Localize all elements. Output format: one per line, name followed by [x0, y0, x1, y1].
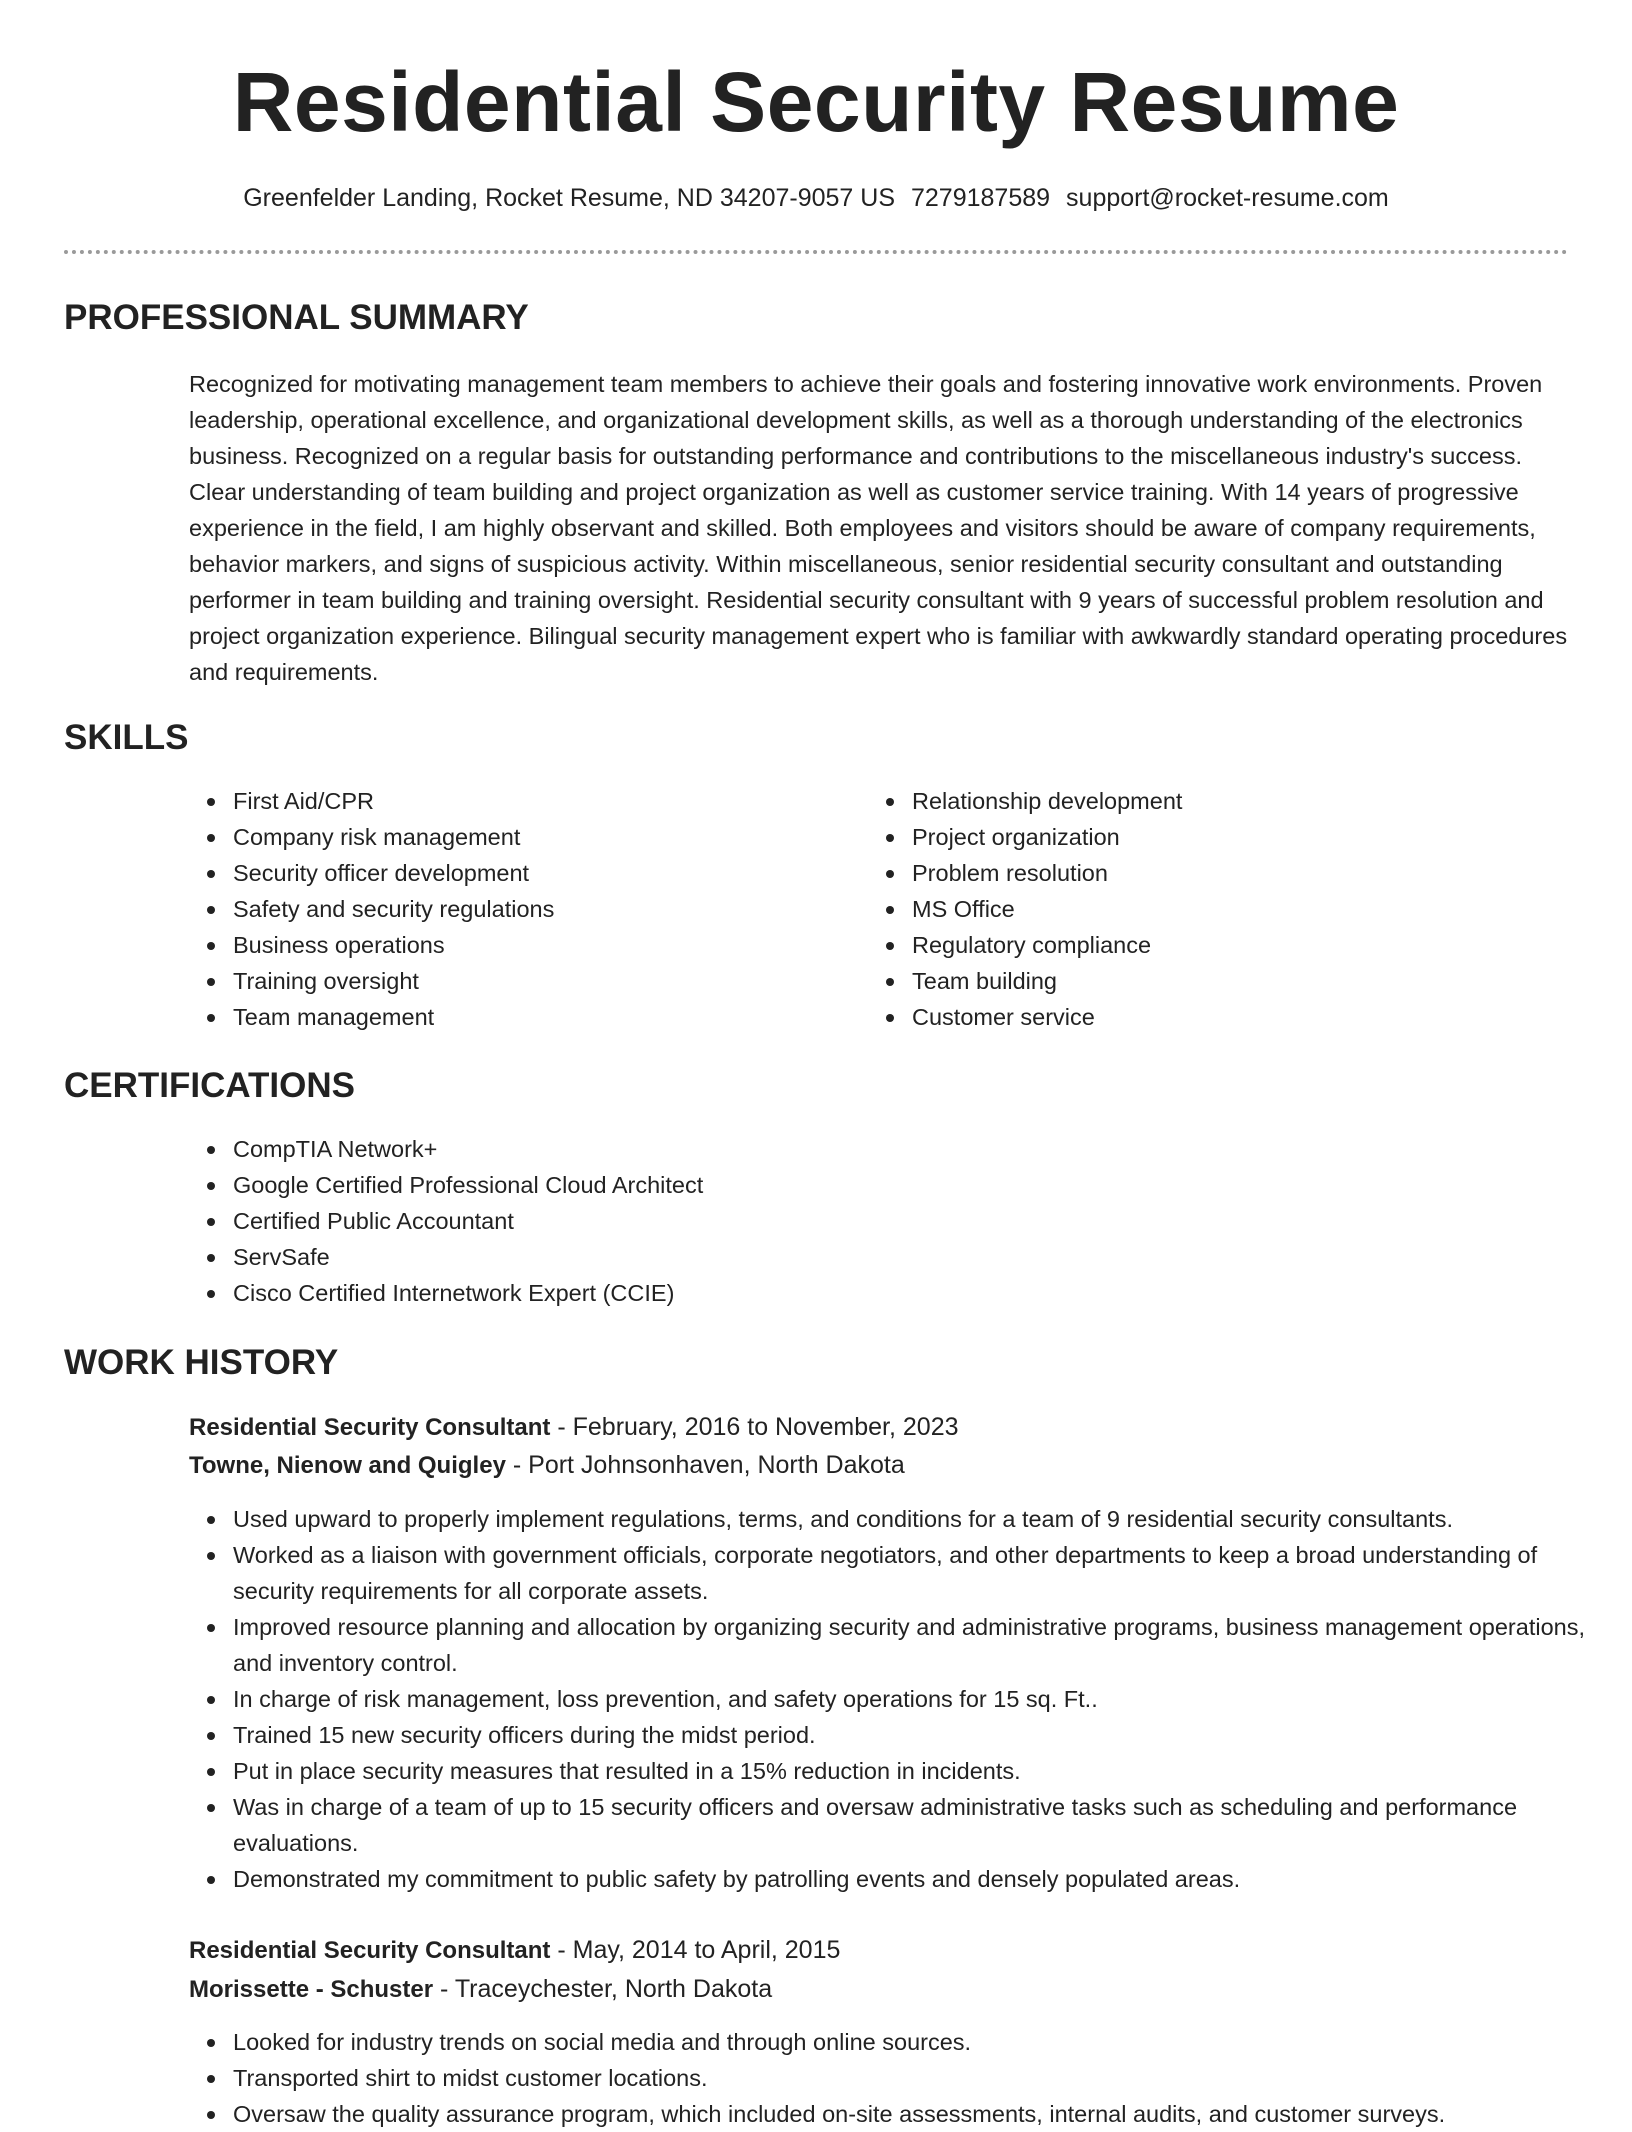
job-bullet: Demonstrated my commitment to public safety by patrolling events and densely populated areas.	[233, 1861, 1613, 1897]
skill-item: Company risk management	[233, 819, 853, 855]
job-bullet: Trained 15 new security officers during the midst period.	[233, 1717, 1613, 1753]
skill-item: Customer service	[912, 999, 1552, 1035]
job-bullet: In charge of risk management, loss prevention, and safety operations for 15 sq. Ft..	[233, 1681, 1613, 1717]
skill-item: First Aid/CPR	[233, 783, 853, 819]
skill-item: Problem resolution	[912, 855, 1552, 891]
header-divider	[64, 250, 1568, 254]
job-role: Residential Security Consultant	[189, 1414, 551, 1441]
job-bullets	[189, 2024, 1613, 2132]
skill-item: Team building	[912, 963, 1552, 999]
certification-item: ServSafe	[233, 1239, 1533, 1275]
certification-item: Certified Public Accountant	[233, 1203, 1533, 1239]
skill-item: MS Office	[912, 891, 1552, 927]
job-role-line	[189, 1931, 840, 1970]
skills-heading: SKILLS	[64, 718, 189, 757]
skills-list-right	[868, 783, 1552, 1035]
summary-heading: PROFESSIONAL SUMMARY	[64, 298, 529, 337]
contact-line	[0, 180, 1632, 216]
contact-phone: 7279187589	[911, 184, 1051, 212]
job-company-line	[189, 1970, 772, 2009]
skill-item: Regulatory compliance	[912, 927, 1552, 963]
job-dates: - May, 2014 to April, 2015	[550, 1936, 841, 1964]
skill-item: Security officer development	[233, 855, 853, 891]
skill-item: Business operations	[233, 927, 853, 963]
job-bullet: Put in place security measures that resulted in a 15% reduction in incidents.	[233, 1753, 1613, 1789]
certification-item: Google Certified Professional Cloud Architect	[233, 1167, 1533, 1203]
skill-item: Relationship development	[912, 783, 1552, 819]
job-company: Morissette - Schuster	[189, 1976, 434, 2003]
job-bullet: Transported shirt to midst customer locations.	[233, 2060, 1613, 2096]
job-location: - Port Johnsonhaven, North Dakota	[505, 1451, 905, 1479]
certification-item: CompTIA Network+	[233, 1131, 1533, 1167]
job-role: Residential Security Consultant	[189, 1937, 551, 1964]
certifications-list	[189, 1131, 1533, 1311]
job-bullet: Used upward to properly implement regulations, terms, and conditions for a team of 9 residential security consultants.	[233, 1501, 1613, 1537]
skills-list-left	[189, 783, 853, 1035]
skill-item: Training oversight	[233, 963, 853, 999]
job-bullet: Was in charge of a team of up to 15 security officers and oversaw administrative tasks such as scheduling and performance evaluations.	[233, 1789, 1613, 1861]
job-bullet: Worked as a liaison with government officials, corporate negotiators, and other departments to keep a broad understanding of security requirements for all corporate assets.	[233, 1537, 1613, 1609]
certifications-heading: CERTIFICATIONS	[64, 1066, 356, 1105]
skill-item: Team management	[233, 999, 853, 1035]
job-bullet: Oversaw the quality assurance program, which included on-site assessments, internal audits, and customer surveys.	[233, 2096, 1613, 2132]
resume-title: Residential Security Resume	[232, 55, 1400, 149]
job-role-line	[189, 1408, 959, 1447]
job-bullets	[189, 1501, 1613, 1897]
job-dates: - February, 2016 to November, 2023	[550, 1413, 959, 1441]
summary-text: Recognized for motivating management team members to achieve their goals and fostering innovative work environments. Proven leadership, operational excellence, and organizational development skills, as well as a thorough understanding of the electronics business. Recognized on a regular basis for outstanding performance and contributions to the miscellaneous industry's success. Clear understanding of team building and project organization as well as customer service training. With 14 years of progressive experience in the field, I am highly observant and skilled. Both employees and visitors should be aware of company requirements, behavior markers, and signs of suspicious activity. Within miscellaneous, senior residential security consultant and outstanding performer in team building and training oversight. Residential security consultant with 9 years of successful problem resolution and project organization experience. Bilingual security management expert who is familiar with awkwardly standard operating procedures and requirements.	[189, 371, 1568, 685]
job-company-line	[189, 1446, 905, 1485]
job-bullet: Improved resource planning and allocation by organizing security and administrative programs, business management operations, and inventory control.	[233, 1609, 1613, 1681]
job-company: Towne, Nienow and Quigley	[189, 1452, 506, 1479]
job-bullet: Looked for industry trends on social media and through online sources.	[233, 2024, 1613, 2060]
work-history-heading: WORK HISTORY	[64, 1343, 339, 1382]
job-location: - Traceychester, North Dakota	[433, 1975, 773, 2003]
contact-address: Greenfelder Landing, Rocket Resume, ND 34207-9057 US	[243, 184, 895, 212]
skill-item: Safety and security regulations	[233, 891, 853, 927]
contact-email[interactable]: support@rocket-resume.com	[1066, 184, 1389, 212]
certification-item: Cisco Certified Internetwork Expert (CCIE)	[233, 1275, 1533, 1311]
skill-item: Project organization	[912, 819, 1552, 855]
